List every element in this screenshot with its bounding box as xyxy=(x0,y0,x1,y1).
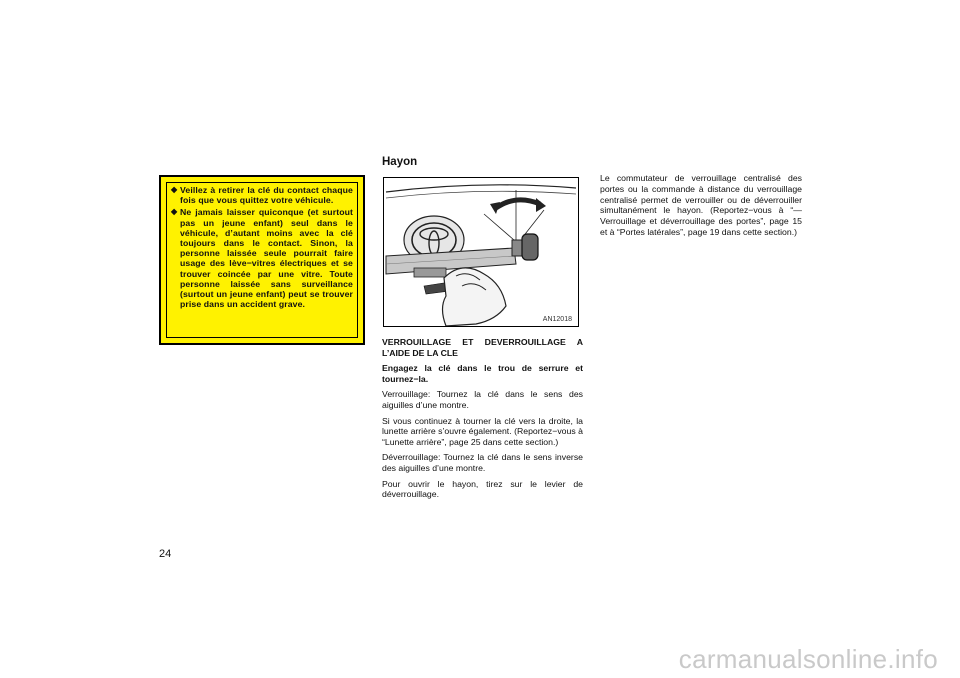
open-tailgate-paragraph: Pour ouvrir le hayon, tirez sur le levier de déverrouillage. xyxy=(382,478,583,500)
watermark-text: carmanualsonline.info xyxy=(678,644,938,674)
rear-window-paragraph: Si vous continuez à tourner la clé vers la droite, la lunette arrière s’ouvre également. (Reportez−vous à “Lunette arrière”, page 25 dans cette section.) xyxy=(382,415,583,447)
warning-item-1 xyxy=(171,185,353,205)
warning-text: Ne jamais laisser quiconque (et surtout pas un jeune enfant) seul dans le véhicule, d’autant moins avec la clé toujours dans le contact. Sinon, la personne laissée seule pourrait faire usage des lève−vitres électriques et se trouver coincée par une vitre. Toute personne laissée sans surveillance (surtout un jeune enfant) peut se trouver prise dans un accident grave. xyxy=(180,207,353,310)
warning-text: Veillez à retirer la clé du contact chaque fois que vous quittez votre véhicule. xyxy=(180,185,353,206)
warning-inner-frame xyxy=(166,182,358,338)
warning-box xyxy=(159,175,365,345)
central-locking-column xyxy=(600,173,802,238)
tailgate-key-illustration xyxy=(383,177,579,327)
figure-code: AN12018 xyxy=(542,316,572,323)
lock-instruction: Engagez la clé dans le trou de serrure et tournez−la. xyxy=(382,363,583,384)
warning-item-2 xyxy=(171,207,353,309)
page-number: 24 xyxy=(159,548,172,560)
section-title: Hayon xyxy=(382,156,418,168)
bullet-icon: ◆ xyxy=(171,207,178,217)
lock-heading: VERROUILLAGE ET DEVERROUILLAGE A L’AIDE DE LA CLE xyxy=(382,337,583,358)
illustration-drawing xyxy=(384,178,578,326)
locking-paragraph: Verrouillage: Tournez la clé dans le sens des aiguilles d’une montre. xyxy=(382,389,583,410)
central-locking-paragraph: Le commutateur de verrouillage centralisé des portes ou la commande à distance du verrouillage centralisé permet de verrouiller ou de déverrouiller simultanément le hayon. (Reportez−vous à “—Verrouillage et déverrouillage des portes”, page 15 et à “Portes latérales”, page 19 dans cette section.) xyxy=(600,173,802,237)
bullet-icon: ◆ xyxy=(171,185,178,194)
unlocking-paragraph: Déverrouillage: Tournez la clé dans le sens inverse des aiguilles d’une montre. xyxy=(382,452,583,473)
lock-instructions-column xyxy=(382,337,583,505)
